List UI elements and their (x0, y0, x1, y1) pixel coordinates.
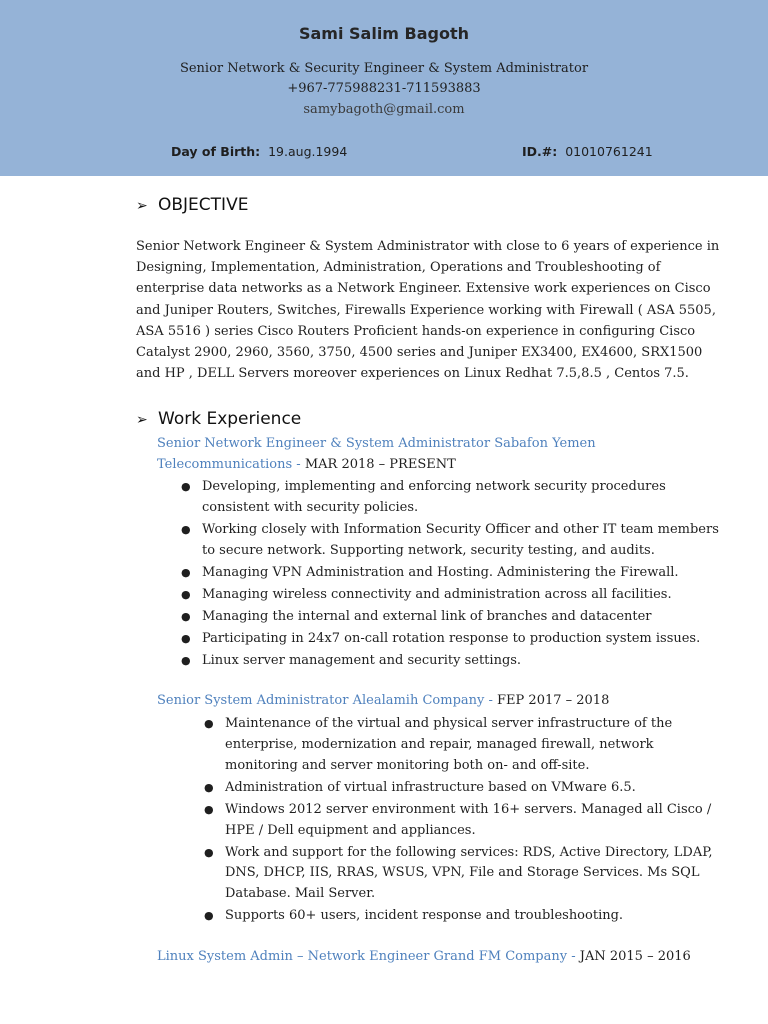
objective-text: Senior Network Engineer & System Administrator with close to 6 years of experience in Designing, Implementation, Administration, Operations and Troubleshooting of enterprise data networks as a Network Engineer. Extensive work experiences on Cisco and Juniper Routers, Switches, Firewalls Experience working with Firewall ( ASA 5505, ASA 5516 ) series Cisco Routers Proficient hands-on experience in configuring Cisco Catalyst 2900, 2960, 3560, 3750, 4500 series and Juniper EX3400, EX4600, SRX1500 and HP , DELL Servers moreover experiences on Linux Redhat 7.5,8.5 , Centos 7.5. (136, 239, 720, 382)
list-item (181, 563, 722, 584)
candidate-name: Sami Salim Bagoth (298, 24, 470, 43)
dob-label: Day of Birth: (171, 144, 261, 159)
list-item-text: Work and support for the following services: RDS, Active Directory, LDAP, DNS, DHCP, IIS, RRAS, WSUS, VPN, File and Storage Services. Ms SQL Database. Mail Server. (225, 844, 713, 902)
list-item-text: Windows 2012 server environment with 16+ servers. Managed all Cisco / HPE / Dell equipment and appliances. (225, 801, 712, 838)
list-item (204, 800, 725, 842)
phone-number: +967-775988231-711593883 (287, 81, 481, 96)
job-dates: JAN 2015 – 2016 (579, 949, 691, 964)
job-bullets (204, 714, 725, 928)
id-number (522, 144, 653, 159)
list-item (181, 629, 722, 650)
id-value: 01010761241 (565, 144, 653, 159)
candidate-title: Senior Network & Security Engineer & System Administrator (179, 61, 589, 76)
dob-value: 19.aug.1994 (268, 144, 348, 159)
arrow-bullet-icon: ➢ (136, 412, 148, 428)
list-item-text: Managing VPN Administration and Hosting. Administering the Firewall. (202, 564, 679, 580)
bullet-dot-icon: ● (204, 845, 214, 859)
job-dates: MAR 2018 – PRESENT (304, 456, 456, 472)
job-role: Linux System Admin – Network Engineer Grand FM Company - (157, 949, 576, 964)
bullet-dot-icon: ● (181, 565, 191, 579)
list-item-text: Managing the internal and external link of branches and datacenter (202, 608, 652, 624)
list-item (204, 843, 725, 905)
job-dates: FEP 2017 – 2018 (497, 693, 610, 708)
bullet-dot-icon: ● (181, 609, 191, 623)
id-label: ID.#: (522, 144, 558, 159)
bullet-dot-icon: ● (181, 632, 191, 646)
work-experience-heading (136, 409, 301, 429)
bullet-dot-icon: ● (204, 802, 214, 816)
list-item-text: Maintenance of the virtual and physical server infrastructure of the enterprise, modernization and repair, managed firewall, network monitoring and server monitoring both on- and off-site. (225, 716, 673, 773)
job-role: Senior System Administrator Alealamih Company - (157, 693, 493, 708)
objective-heading-text: OBJECTIVE (158, 195, 249, 215)
list-item-text: Administration of virtual infrastructure based on VMware 6.5. (225, 779, 636, 795)
list-item-text: Participating in 24x7 on-call rotation response to production system issues. (202, 631, 701, 647)
list-item (181, 520, 722, 562)
job-title (157, 691, 717, 712)
bullet-dot-icon: ● (181, 587, 191, 601)
bullet-dot-icon: ● (181, 522, 191, 536)
email-address: samybagoth@gmail.com (303, 102, 465, 117)
arrow-bullet-icon: ➢ (136, 198, 148, 214)
job-title (157, 434, 627, 476)
list-item-text: Managing wireless connectivity and administration across all facilities. (202, 586, 672, 602)
objective-heading (136, 195, 248, 215)
list-item (181, 585, 722, 606)
bullet-dot-icon: ● (204, 780, 214, 794)
bullet-dot-icon: ● (204, 717, 214, 730)
job-bullets (181, 477, 722, 673)
list-item (204, 714, 725, 776)
list-item-text: Developing, implementing and enforcing network security procedures consistent with security policies. (202, 479, 666, 515)
work-experience-heading-text: Work Experience (158, 409, 302, 429)
date-of-birth (171, 144, 347, 159)
list-item (181, 651, 722, 672)
list-item-text: Supports 60+ users, incident response and troubleshooting. (225, 908, 624, 924)
bullet-dot-icon: ● (181, 654, 191, 668)
bullet-dot-icon: ● (181, 480, 191, 493)
list-item (181, 607, 722, 628)
list-item (204, 906, 725, 927)
list-item-text: Working closely with Information Security Officer and other IT team members to secure network. Supporting network, security testing, and audits. (202, 521, 719, 558)
job-title (157, 947, 717, 968)
list-item (204, 778, 725, 799)
job-role: Senior Network Engineer & System Administrator Sabafon Yemen Telecommunications - (157, 436, 596, 472)
header-banner (0, 0, 768, 176)
list-item (181, 477, 722, 519)
bullet-dot-icon: ● (204, 909, 214, 923)
list-item-text: Linux server management and security settings. (202, 653, 522, 669)
